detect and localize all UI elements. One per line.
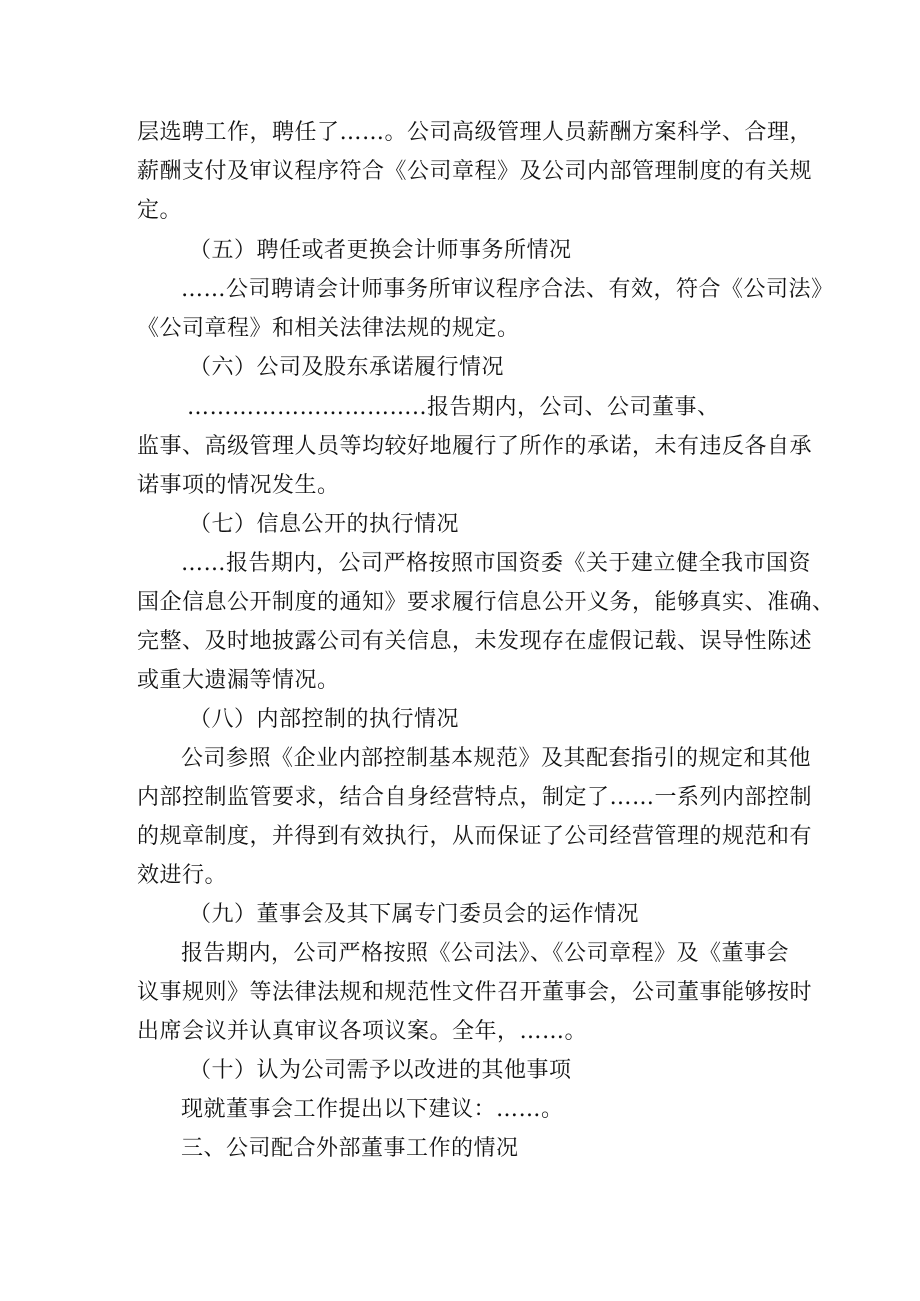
text-line: 报告期内，公司严格按照《公司法》、《公司章程》及《董事会	[181, 941, 790, 966]
text-line: 诺事项的情况发生。	[137, 473, 340, 498]
text-line: 出席会议并认真审议各项议案。全年，……。	[137, 1019, 588, 1044]
text-line: 议事规则》等法律法规和规范性文件召开董事会，公司董事能够按时	[137, 980, 813, 1005]
text-line: 《公司章程》和相关法律法规的规定。	[137, 316, 520, 341]
text-line: 或重大遗漏等情况。	[137, 668, 340, 693]
text-line: 内部控制监管要求，结合自身经营特点，制定了……一系列内部控制	[137, 785, 813, 810]
text-line: ……公司聘请会计师事务所审议程序合法、有效，符合《公司法》	[181, 277, 834, 302]
text-line: 公司参照《企业内部控制基本规范》及其配套指引的规定和其他	[181, 746, 812, 771]
text-line: 国企信息公开制度的通知》要求履行信息公开义务，能够真实、准确、	[137, 590, 835, 615]
text-line: 效进行。	[137, 863, 228, 888]
section-heading-9: （九）董事会及其下属专门委员会的运作情况	[189, 902, 640, 927]
chapter-heading-3: 三、公司配合外部董事工作的情况	[181, 1136, 519, 1161]
text-line: …………………………..报告期内，公司、公司董事、	[187, 395, 720, 420]
text-line: 的规章制度，并得到有效执行，从而保证了公司经营管理的规范和有	[137, 824, 813, 849]
section-heading-5: （五）聘任或者更换会计师事务所情况	[189, 238, 572, 263]
text-line: 定。	[137, 198, 183, 223]
section-heading-10: （十）认为公司需予以改进的其他事项	[189, 1058, 572, 1083]
section-heading-8: （八）内部控制的执行情况	[189, 707, 460, 732]
text-line: ……报告期内，公司严格按照市国资委《关于建立健全我市国资	[181, 551, 812, 576]
text-line: 现就董事会工作提出以下建议：……。	[181, 1097, 564, 1122]
section-heading-7: （七）信息公开的执行情况	[189, 512, 460, 537]
text-line: 薪酬支付及审议程序符合《公司章程》及公司内部管理制度的有关规	[137, 159, 813, 184]
text-line: 监事、高级管理人员等均较好地履行了所作的承诺，未有违反各自承	[137, 434, 813, 459]
section-heading-6: （六）公司及股东承诺履行情况	[189, 355, 505, 380]
text-line: 完整、及时地披露公司有关信息，未发现存在虚假记载、误导性陈述	[137, 629, 813, 654]
text-line: 层选聘工作，聘任了……。公司高级管理人员薪酬方案科学、合理，	[137, 120, 813, 145]
